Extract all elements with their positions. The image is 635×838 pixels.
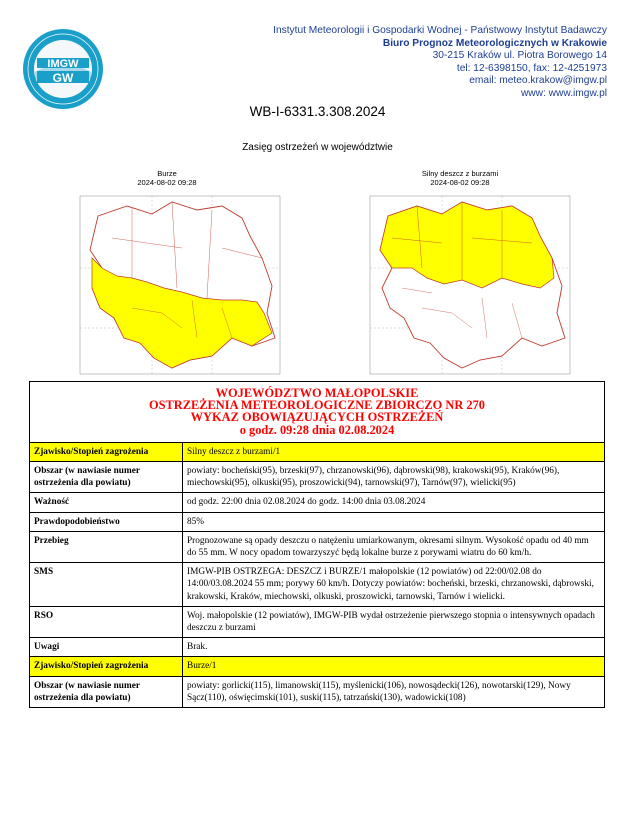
row-value: Prognozowane są opady deszczu o natężeniu umiarkowanym, okresami silnym. Wysokość opadu od 40 mm do 55 mm. W nocy opadom towarzyszyć będą lokalne burze z porywami wiatru do 60 km/h. bbox=[183, 531, 605, 562]
imgw-logo bbox=[22, 28, 104, 110]
row-value: powiaty: gorlicki(115), limanowski(115), myślenicki(106), nowosądecki(126), nowotarski(129), Nowy Sącz(110), oświęcimski(101), suski(115), tatrzański(130), wadowicki(108) bbox=[183, 676, 605, 707]
row-label: Ważność bbox=[30, 493, 183, 512]
row-label: Zjawisko/Stopień zagrożenia bbox=[30, 442, 183, 461]
row-label: SMS bbox=[30, 563, 183, 607]
table-row bbox=[30, 462, 605, 493]
row-label: Przebieg bbox=[30, 531, 183, 562]
office-name: Biuro Prognoz Meteorologicznych w Krakowie bbox=[382, 37, 607, 49]
row-label: Obszar (w nawiasie numer ostrzeżenia dla powiatu) bbox=[30, 462, 183, 493]
document-number: WB-I-6331.3.308.2024 bbox=[249, 104, 386, 119]
warning-header bbox=[30, 382, 605, 443]
svg-text:GW: GW bbox=[52, 71, 74, 85]
table-row bbox=[30, 638, 605, 657]
map-storms bbox=[72, 188, 287, 403]
map-date: 2024-08-02 09:28 bbox=[430, 178, 490, 187]
table-row bbox=[30, 442, 605, 461]
row-label: Uwagi bbox=[30, 638, 183, 657]
row-value: IMGW-PIB OSTRZEGA: DESZCZ i BURZE/1 małopolskie (12 powiatów) od 22:00/02.08 do 14:00/03.08.2024 55 mm; porywy 60 km/h. Dotyczy powiatów: bocheński, brzeski, chrzanowski, dąbrowski, krakowski, Kraków, miechowski, olkuski, proszowicki, tarnowski, Tarnów i wielicki. bbox=[183, 563, 605, 607]
table-row bbox=[30, 676, 605, 707]
map-rain bbox=[362, 188, 577, 403]
row-value: od godz. 22:00 dnia 02.08.2024 do godz. 14:00 dnia 03.08.2024 bbox=[183, 493, 605, 512]
map-caption-rain bbox=[380, 169, 540, 187]
phone-fax: tel: 12-6398150, fax: 12-4251973 bbox=[456, 62, 607, 74]
map-caption-storms bbox=[87, 169, 247, 187]
region-title: WOJEWÓDZTWO MAŁOPOLSKIE bbox=[215, 386, 419, 400]
email: email: meteo.krakow@imgw.pl bbox=[469, 75, 607, 87]
row-value: Silny deszcz z burzami/1 bbox=[183, 442, 605, 461]
website: www: www.imgw.pl bbox=[520, 87, 607, 99]
address: 30-215 Kraków ul. Piotra Borowego 14 bbox=[432, 50, 607, 62]
warning-table bbox=[29, 381, 605, 708]
institute-name: Instytut Meteorologii i Gospodarki Wodnej - Państwowy Instytut Badawczy bbox=[273, 25, 607, 36]
warning-number: OSTRZEŻENIA METEOROLOGICZNE ZBIORCZO NR 270 bbox=[149, 398, 485, 413]
table-row bbox=[30, 606, 605, 637]
row-value: 85% bbox=[183, 512, 605, 531]
row-label: Obszar (w nawiasie numer ostrzeżenia dla powiatu) bbox=[30, 676, 183, 707]
row-label: Prawdopodobieństwo bbox=[30, 512, 183, 531]
row-label: Zjawisko/Stopień zagrożenia bbox=[30, 657, 183, 676]
row-label: RSO bbox=[30, 606, 183, 637]
row-value: Burze/1 bbox=[183, 657, 605, 676]
row-value: Brak. bbox=[183, 638, 605, 657]
warning-list-title: WYKAZ OBOWIĄZUJĄCYCH OSTRZEŻEŃ bbox=[190, 410, 444, 425]
svg-text:IMGW: IMGW bbox=[47, 58, 79, 70]
table-row bbox=[30, 493, 605, 512]
table-row bbox=[30, 512, 605, 531]
row-value: Woj. małopolskie (12 powiatów), IMGW-PIB wydał ostrzeżenie pierwszego stopnia o intensywnych opadach deszczu z burzami bbox=[183, 606, 605, 637]
warning-time: o godz. 09:28 dnia 02.08.2024 bbox=[239, 422, 395, 437]
map-title: Silny deszcz z burzami bbox=[421, 169, 499, 178]
map-title: Burze bbox=[157, 169, 177, 178]
table-row bbox=[30, 531, 605, 562]
table-row bbox=[30, 563, 605, 607]
institute-info bbox=[273, 25, 607, 101]
map-date: 2024-08-02 09:28 bbox=[137, 178, 197, 187]
table-row bbox=[30, 657, 605, 676]
maps-subtitle: Zasięg ostrzeżeń w województwie bbox=[242, 142, 393, 153]
row-value: powiaty: bocheński(95), brzeski(97), chrzanowski(96), dąbrowski(98), krakowski(95), Kraków(96), miechowski(95), olkuski(95), proszowicki(94), tarnowski(97), Tarnów(97), wielicki(95) bbox=[183, 462, 605, 493]
